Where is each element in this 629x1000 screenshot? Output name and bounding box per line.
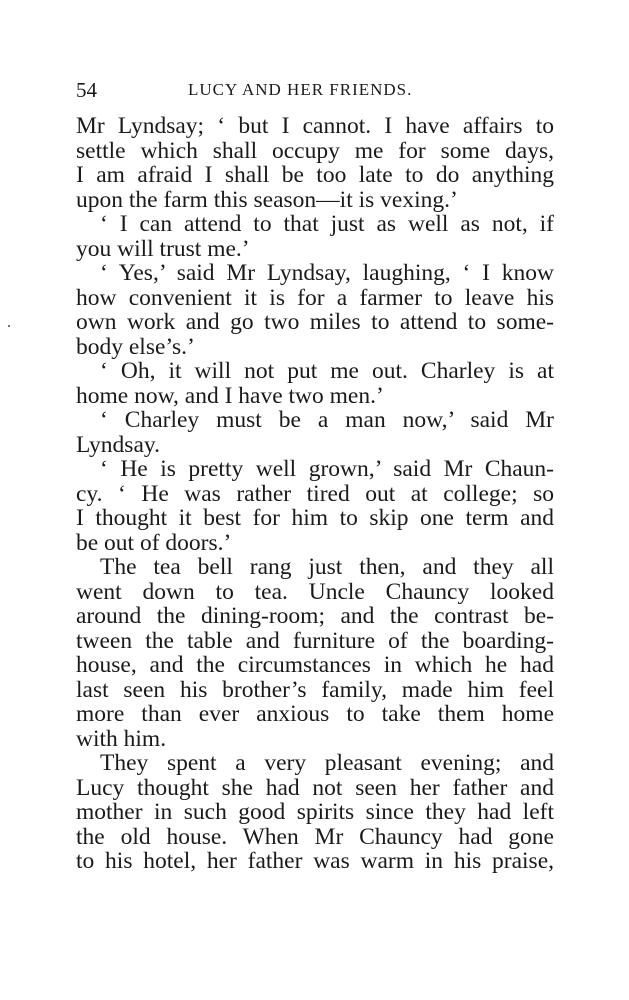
page-number: 54 bbox=[76, 78, 97, 102]
text-line: last seen his brother’s family, made him feel bbox=[76, 676, 554, 703]
text-line: the old house. When Mr Chauncy had gone bbox=[76, 823, 554, 850]
text-line: own work and go two miles to attend to some- bbox=[76, 309, 554, 335]
text-line: to his hotel, her father was warm in his praise, bbox=[76, 848, 554, 874]
text-line: ‘ Oh, it will not put me out. Charley is at bbox=[100, 358, 554, 384]
text-line: went down to tea. Uncle Chauncy looked bbox=[76, 578, 554, 605]
running-head: LUCY AND HER FRIENDS. bbox=[188, 80, 413, 99]
text-line: ‘ Yes,’ said Mr Lyndsay, laughing, ‘ I know bbox=[100, 260, 554, 286]
text-line: how convenient it is for a farmer to leave his bbox=[76, 284, 554, 311]
text-line: ‘ He is pretty well grown,’ said Mr Chaun- bbox=[100, 456, 554, 482]
margin-speck bbox=[8, 325, 10, 327]
text-line: more than ever anxious to take them home bbox=[76, 701, 554, 727]
text-line: Mr Lyndsay; ‘ but I cannot. I have affairs to bbox=[76, 113, 554, 139]
text-line: upon the farm this season—it is vexing.’ bbox=[76, 186, 458, 213]
text-line: you will trust me.’ bbox=[76, 235, 250, 262]
text-line: be out of doors.’ bbox=[76, 529, 232, 556]
text-line: I am afraid I shall be too late to do anything bbox=[76, 162, 554, 188]
body-text bbox=[76, 114, 554, 874]
text-line: body else’s.’ bbox=[76, 333, 195, 360]
text-line: home now, and I have two men.’ bbox=[76, 382, 384, 409]
text-line: They spent a very pleasant evening; and bbox=[100, 750, 554, 776]
text-line: ‘ Charley must be a man now,’ said Mr bbox=[100, 407, 554, 433]
text-line: Lucy thought she had not seen her father and bbox=[76, 774, 554, 801]
text-line: ‘ I can attend to that just as well as not, if bbox=[100, 211, 554, 237]
text-line: house, and the circumstances in which he had bbox=[76, 652, 554, 678]
text-line: around the dining-room; and the contrast be- bbox=[76, 603, 554, 629]
page-header bbox=[76, 74, 556, 106]
text-line: The tea bell rang just then, and they all bbox=[100, 554, 554, 580]
text-line: I thought it best for him to skip one term and bbox=[76, 505, 554, 531]
text-line: with him. bbox=[76, 725, 167, 752]
text-line: mother in such good spirits since they had left bbox=[76, 799, 554, 825]
text-line: cy. ‘ He was rather tired out at college; so bbox=[76, 480, 554, 507]
text-line: Lyndsay. bbox=[76, 431, 160, 458]
text-line: settle which shall occupy me for some days, bbox=[76, 137, 554, 164]
text-line: tween the table and furniture of the boarding- bbox=[76, 627, 554, 654]
